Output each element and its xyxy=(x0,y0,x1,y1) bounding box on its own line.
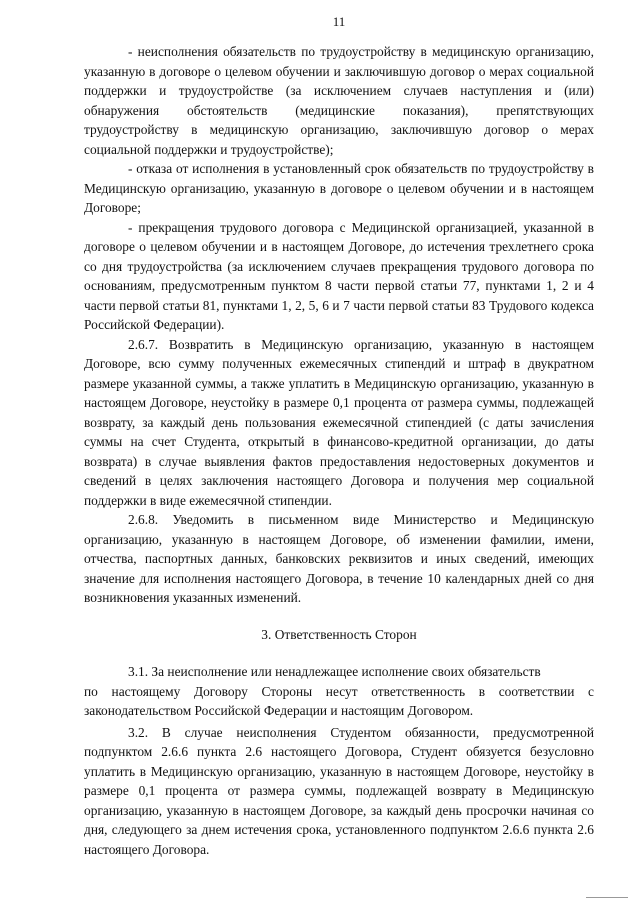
page-number: 11 xyxy=(332,14,346,29)
paragraph-clause-3-1-tail: по настоящему Договору Стороны несут ответственность в соответствии с законодательством Российской Федерации и настоящим Договором. xyxy=(84,683,594,718)
paragraph-clause-3-2: 3.2. В случае неисполнения Студентом обязанности, предусмотренной подпунктом 2.6.6 пункта 2.6 настоящего Договора, Студент обязуется безусловно уплатить в Медицинскую организацию, указанную в настоящем Договоре, неустойку в размере 0,1 процента от размера суммы, подлежащей возврату в Медицинскую организацию, указанную в настоящем Договоре, за каждый день просрочки начиная со дня, следующего за днем истечения срока, установленного подпунктом 2.6.6 пункта 2.6 настоящего Договора. xyxy=(84,724,594,857)
paragraph-clause-2-6-7: 2.6.7. Возвратить в Медицинскую организацию, указанную в настоящем Договоре, всю сумму полученных ежемесячных стипендий и штраф в двукратном размере указанной суммы, а также уплатить в Медицинскую организацию, указанную в настоящем Договоре, неустойку в размере 0,1 процента от размера суммы, подлежащей возврату, за каждый день пользования ежемесячной стипендией (с даты зачисления суммы на счет Студента, открытый в финансово-кредитной организации, до даты возврата) в случае выявления фактов предоставления недостоверных документов и сведений в целях заключения настоящего Договора и получения мер социальной поддержки в виде ежемесячной стипендии. xyxy=(84,336,594,508)
paragraph-item-refusal: - отказа от исполнения в установленный срок обязательств по трудоустройству в Медицинскую организацию, указанную в договоре о целевом обучении и в настоящем Договоре; xyxy=(84,161,594,215)
scan-artifact-line xyxy=(586,897,628,898)
section-title: 3. Ответственность Сторон xyxy=(261,626,417,642)
paragraph-item-termination: - прекращения трудового договора с Медицинской организацией, указанной в договоре о целевом обучении и в настоящем Договоре, до истечения трехлетнего срока со дня трудоустройства (за исключением случаев прекращения трудового договора по основаниям, предусмотренным пунктом 8 части первой статьи 77, пунктами 1, 2 и 4 части первой статьи 81, пунктами 1, 2, 5, 6 и 7 части первой статьи 83 Трудового кодекса Российской Федерации). xyxy=(84,219,594,332)
paragraph-clause-3-1-head: 3.1. За неисполнение или ненадлежащее исполнение своих обязательств xyxy=(128,664,541,679)
paragraph-item-nonfulfillment: - неисполнения обязательств по трудоустройству в медицинскую организацию, указанную в договоре о целевом обучении и заключившую договор о мерах социальной поддержки и трудоустройстве (за исключением случаев наступления и (или) обнаружения обстоятельств (медицинские показания), препятствующих трудоустройству в медицинскую организацию, заключившую договор о мерах социальной поддержки и трудоустройстве); xyxy=(84,44,594,157)
paragraph-clause-2-6-8: 2.6.8. Уведомить в письменном виде Министерство и Медицинскую организацию, указанную в настоящем Договоре, об изменении фамилии, имени, отчества, паспортных данных, банковских реквизитов и иных сведений, имеющих значение для исполнения настоящего Договора, в течение 10 календарных дней со дня возникновения указанных изменений. xyxy=(84,512,594,605)
